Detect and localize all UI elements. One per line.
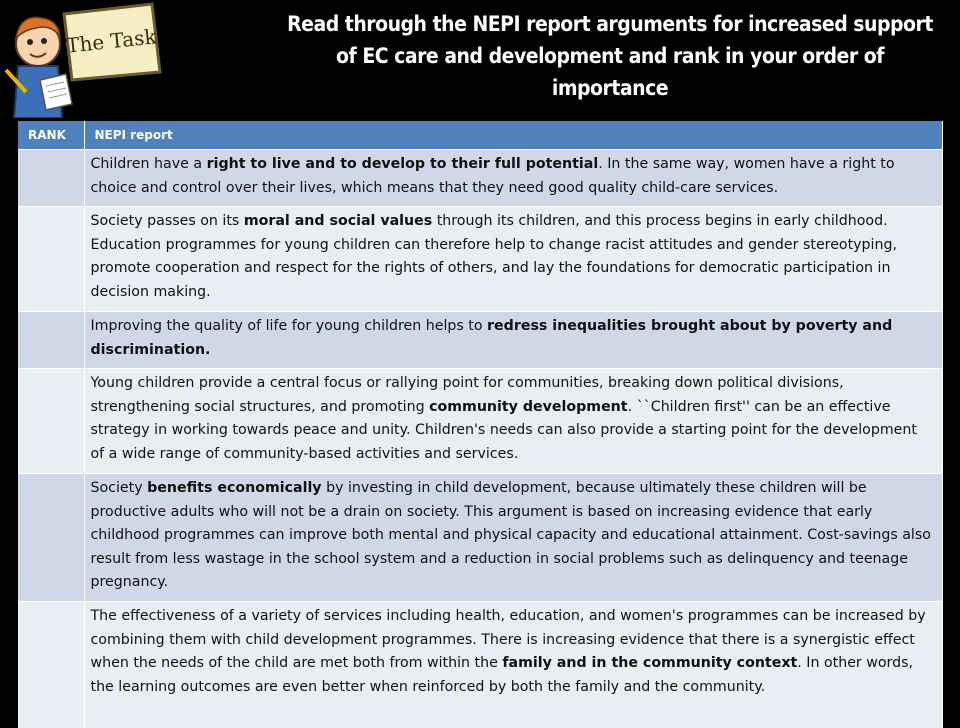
argument-text: Society bbox=[91, 480, 148, 496]
rank-cell[interactable] bbox=[18, 207, 84, 312]
report-argument-cell bbox=[84, 369, 942, 474]
rank-cell[interactable] bbox=[18, 369, 84, 474]
argument-text: . ``Children first'' can be an effective strategy in working towards peace and unity. Children's needs can also provide a starting point for the development of a wide range of community-based activities and services. bbox=[91, 399, 917, 462]
argument-highlight: right to live and to develop to their full potential bbox=[207, 156, 599, 172]
sign-text: The Task bbox=[65, 24, 158, 57]
nepi-report-column-header: NEPI report bbox=[84, 121, 942, 150]
table-row bbox=[18, 312, 942, 369]
argument-highlight: moral and social values bbox=[244, 213, 432, 229]
nepi-ranking-table bbox=[18, 121, 943, 728]
argument-highlight: family and in the community context bbox=[502, 655, 797, 671]
argument-highlight: community development bbox=[429, 399, 627, 415]
rank-cell[interactable] bbox=[18, 474, 84, 602]
rank-cell[interactable] bbox=[18, 312, 84, 369]
argument-text: by investing in child development, because ultimately these children will be productive adults who will not be a drain on society. This argument is based on increasing evidence that early childhood programmes can improve both mental and physical capacity and educational attainment. Cost-savings also result from less wastage in the school system and a reduction in social problems such as delinquency and teenage pregnancy. bbox=[91, 480, 931, 590]
argument-text: Children have a bbox=[91, 156, 207, 172]
report-argument-cell bbox=[84, 150, 942, 207]
table-row bbox=[18, 369, 942, 474]
cartoon-boy-with-sign-icon bbox=[0, 0, 170, 118]
argument-text: . In the same way, women have a right to choice and control over their lives, which means that they need good quality child-care services. bbox=[91, 156, 895, 196]
task-clipart bbox=[0, 0, 170, 118]
argument-text: Society passes on its bbox=[91, 213, 244, 229]
table-row bbox=[18, 150, 942, 207]
argument-text: Young children provide a central focus or rallying point for communities, breaking down political divisions, strengthening social structures, and promoting bbox=[91, 375, 844, 415]
argument-highlight: redress inequalities brought about by poverty and discrimination. bbox=[91, 318, 893, 358]
report-argument-cell bbox=[84, 207, 942, 312]
report-argument-cell bbox=[84, 602, 942, 728]
argument-highlight: benefits economically bbox=[147, 480, 321, 496]
report-argument-cell bbox=[84, 312, 942, 369]
argument-text: Improving the quality of life for young children helps to bbox=[91, 318, 488, 334]
rank-column-header: RANK bbox=[18, 121, 84, 150]
rank-cell[interactable] bbox=[18, 150, 84, 207]
report-argument-cell bbox=[84, 474, 942, 602]
rank-cell[interactable] bbox=[18, 602, 84, 728]
table-header-row bbox=[18, 121, 942, 150]
argument-text: . In other words, the learning outcomes are even better when reinforced by both the family and the community. bbox=[91, 655, 914, 695]
page-title: Read through the NEPI report arguments for increased support of EC care and development and rank in your order of importance bbox=[280, 8, 940, 104]
table-row bbox=[18, 207, 942, 312]
table-row bbox=[18, 602, 942, 728]
argument-text: The effectiveness of a variety of services including health, education, and women's programmes can be increased by combining them with child development programmes. There is increasing evidence that there is a synergistic effect when the needs of the child are met both from within the bbox=[91, 608, 926, 671]
table-row bbox=[18, 474, 942, 602]
argument-text: through its children, and this process begins in early childhood. Education programmes for young children can therefore help to change racist attitudes and gender stereotyping, promote cooperation and respect for the rights of others, and lay the foundations for democratic participation in decision making. bbox=[91, 213, 898, 300]
